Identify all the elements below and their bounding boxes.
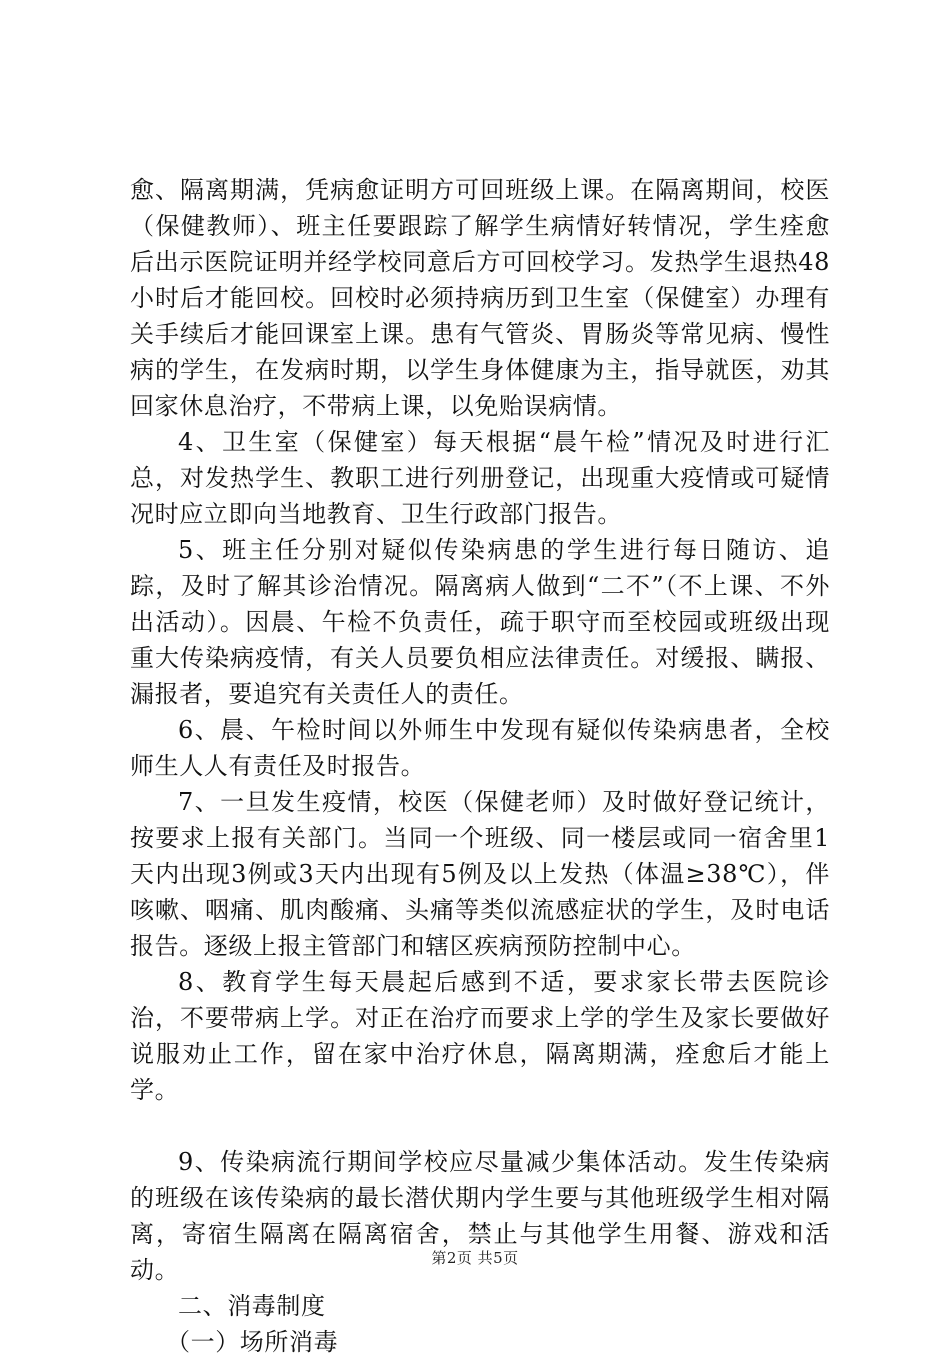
sub-heading: （一）场所消毒 [166, 1328, 339, 1356]
paragraph-item-7: 7、一旦发生疫情，校医（保健老师）及时做好登记统计，按要求上报有关部门。当同一个班级、同一楼层或同一宿舍里1天内出现3例或3天内出现有5例及以上发热（体温≥38℃），伴咳嗽、咽痛、肌肉酸痛、头痛等类似流感症状的学生，及时电话报告。逐级上报主管部门和辖区疾病预防控制中心。 [130, 788, 830, 960]
paragraph-item-5: 5、班主任分别对疑似传染病患的学生进行每日随访、追踪，及时了解其诊治情况。隔离病人做到“二不”（不上课、不外出活动）。因晨、午检不负责任，疏于职守而至校园或班级出现重大传染病疫情，有关人员要负相应法律责任。对缓报、瞒报、漏报者，要追究有关责任人的责任。 [130, 536, 830, 708]
section-heading: 二、消毒制度 [178, 1292, 326, 1320]
document-body [130, 172, 830, 1360]
paragraph-item-6: 6、晨、午检时间以外师生中发现有疑似传染病患者，全校师生人人有责任及时报告。 [130, 716, 830, 780]
page-number-footer: 第2页 共5页 [431, 1249, 519, 1267]
paragraph-item-8: 8、教育学生每天晨起后感到不适，要求家长带去医院诊治，不要带病上学。对正在治疗而要求上学的学生及家长要做好说服劝止工作，留在家中治疗休息，隔离期满，痊愈后才能上学。 [130, 968, 830, 1104]
paragraph-continued: 愈、隔离期满，凭病愈证明方可回班级上课。在隔离期间，校医（保健教师）、班主任要跟踪了解学生病情好转情况，学生痊愈后出示医院证明并经学校同意后方可回校学习。发热学生退热48小时后才能回校。回校时必须持病历到卫生室（保健室）办理有关手续后才能回课室上课。患有气管炎、胃肠炎等常见病、慢性病的学生，在发病时期，以学生身体健康为主，指导就医，劝其回家休息治疗，不带病上课，以免贻误病情。 [130, 176, 830, 420]
paragraph-spacer [130, 1108, 830, 1144]
paragraph-item-9: 9、传染病流行期间学校应尽量减少集体活动。发生传染病的班级在该传染病的最长潜伏期内学生要与其他班级学生相对隔离，寄宿生隔离在隔离宿舍，禁止与其他学生用餐、游戏和活动。 [130, 1148, 830, 1284]
paragraph-item-4: 4、卫生室（保健室）每天根据“晨午检”情况及时进行汇总，对发热学生、教职工进行列册登记，出现重大疫情或可疑情况时应立即向当地教育、卫生行政部门报告。 [130, 428, 830, 528]
